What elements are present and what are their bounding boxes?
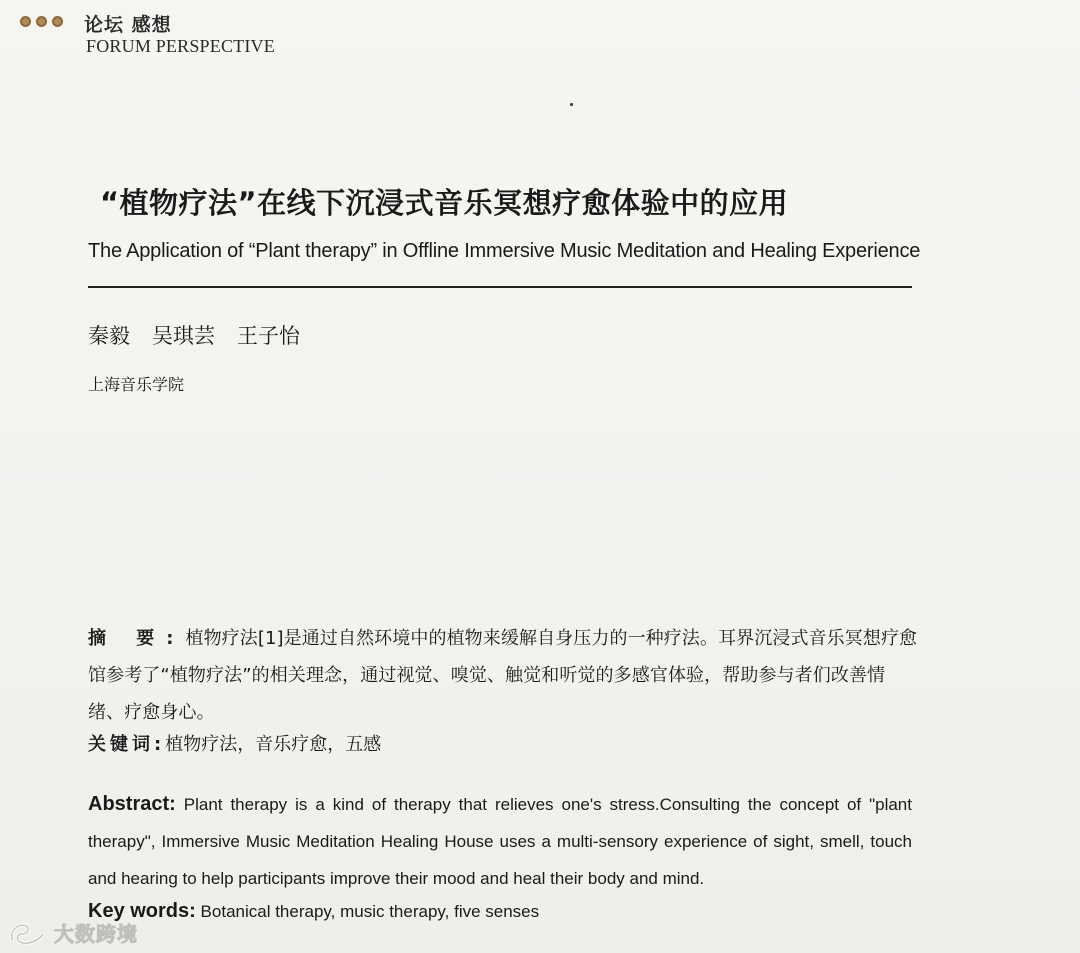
watermark-logo-icon bbox=[8, 920, 48, 946]
keywords-en-text: Botanical therapy, music therapy, five senses bbox=[200, 902, 540, 921]
section-title-en: FORUM PERSPECTIVE bbox=[86, 36, 275, 56]
print-speck bbox=[570, 103, 573, 106]
article-title-en: The Application of “Plant therapy” in Offline Immersive Music Meditation and Healing Experience bbox=[88, 240, 921, 262]
author-name: 秦毅 bbox=[88, 324, 130, 348]
keywords-cn-text: 植物疗法，音乐疗愈，五感 bbox=[165, 734, 382, 755]
abstract-cn-text: 植物疗法[1]是通过自然环境中的植物来缓解自身压力的一种疗法。耳界沉浸式音乐冥想疗愈馆参考了“植物疗法”的相关理念，通过视觉、嗅觉、触觉和听觉的多感官体验，帮助参与者们改善情绪、疗愈身心。 bbox=[88, 628, 918, 723]
dot-icon bbox=[36, 16, 47, 27]
abstract-en-label: Abstract: bbox=[88, 793, 176, 815]
author-list bbox=[88, 320, 300, 350]
title-divider bbox=[88, 286, 912, 288]
author-name: 王子怡 bbox=[237, 324, 300, 348]
article-title-cn: “植物疗法”在线下沉浸式音乐冥想疗愈体验中的应用 bbox=[100, 186, 789, 220]
watermark-text: 大数跨境 bbox=[54, 922, 138, 946]
abstract-cn-label: 摘 要: bbox=[88, 628, 186, 649]
section-dots-icon bbox=[20, 16, 63, 27]
keywords-cn-label: 关键词: bbox=[88, 734, 166, 755]
keywords-en bbox=[88, 896, 539, 927]
keywords-en-label: Key words: bbox=[88, 900, 196, 922]
abstract-cn bbox=[88, 620, 918, 731]
affiliation: 上海音乐学院 bbox=[88, 375, 185, 394]
watermark bbox=[8, 918, 138, 947]
abstract-en-text: Plant therapy is a kind of therapy that relieves one's stress.Consulting the concept of "plant therapy", Immersive Music Meditation Healing House uses a multi-sensory experience of sight, smell, touch and hearing to help participants improve their mood and heal their body and mind. bbox=[88, 795, 912, 888]
dot-icon bbox=[52, 16, 63, 27]
section-title-cn: 论坛 感想 bbox=[84, 14, 172, 36]
dot-icon bbox=[20, 16, 31, 27]
abstract-en bbox=[88, 786, 912, 897]
author-name: 吴琪芸 bbox=[152, 324, 215, 348]
keywords-cn bbox=[88, 730, 381, 760]
